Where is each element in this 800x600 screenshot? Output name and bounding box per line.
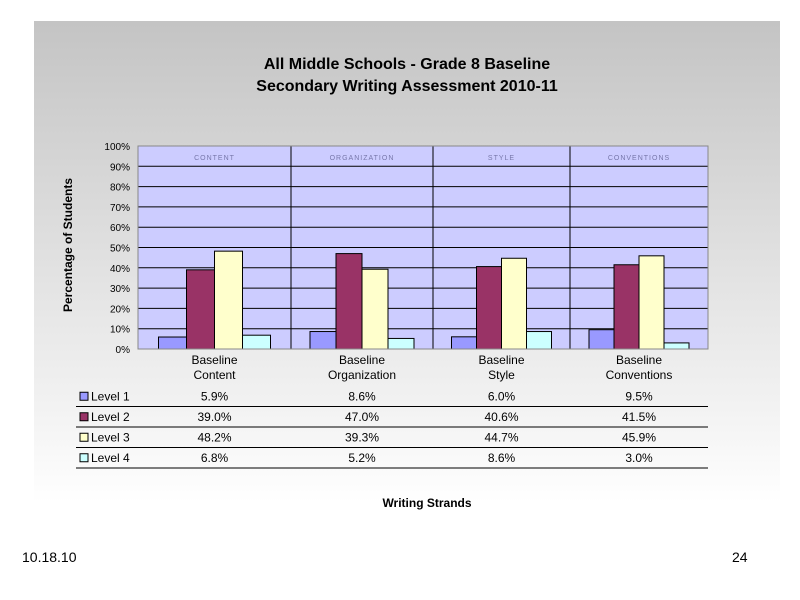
- y-tick-label: 50%: [109, 243, 130, 255]
- y-tick-label: 70%: [109, 202, 130, 214]
- bar: [336, 254, 362, 349]
- table-cell: 48.2%: [197, 430, 232, 445]
- chart-title-line-1: All Middle Schools - Grade 8 Baseline: [263, 56, 551, 73]
- table-cell: 45.9%: [621, 430, 657, 445]
- legend-swatch: [80, 413, 88, 421]
- x-axis-title: Writing Strands: [382, 496, 472, 510]
- legend-label: Level 2: [91, 409, 130, 424]
- x-category-label: Baseline: [191, 353, 238, 367]
- bar: [215, 251, 243, 349]
- bar: [362, 269, 388, 349]
- x-category-label: Baseline: [338, 353, 386, 367]
- x-category-label: Baseline: [478, 353, 525, 367]
- y-tick-label: 30%: [109, 284, 130, 296]
- x-category-label: Style: [488, 368, 515, 382]
- y-tick-label: 0%: [115, 345, 130, 356]
- legend-label: Level 3: [91, 430, 130, 445]
- legend-swatch: [80, 392, 88, 400]
- y-tick-label: 10%: [109, 324, 130, 336]
- table-cell: 3.0%: [625, 450, 653, 465]
- bar: [452, 337, 477, 349]
- bar: [502, 258, 527, 349]
- table-cell: 8.6%: [487, 450, 516, 465]
- table-cell: 41.5%: [621, 409, 657, 424]
- category-panel-label: STYLE: [487, 155, 516, 162]
- legend-swatch: [80, 454, 88, 462]
- table-cell: 8.6%: [348, 389, 376, 404]
- table-cell: 9.5%: [625, 389, 653, 404]
- bar: [527, 332, 552, 349]
- table-cell: 44.7%: [484, 430, 519, 445]
- bar: [388, 338, 414, 349]
- y-axis-title: Percentage of Students: [61, 177, 75, 313]
- legend-label: Level 4: [91, 450, 130, 465]
- bar: [639, 256, 664, 349]
- table-cell: 40.6%: [484, 409, 519, 424]
- y-tick-label: 80%: [109, 182, 130, 194]
- legend-label: Level 1: [91, 389, 130, 404]
- table-cell: 39.0%: [197, 409, 232, 424]
- y-tick-label: 90%: [109, 162, 130, 174]
- x-category-label: Baseline: [615, 353, 663, 367]
- bar: [589, 330, 614, 349]
- slide-page-number: 24: [732, 549, 748, 565]
- bar: [243, 335, 271, 349]
- y-tick-label: 40%: [109, 263, 130, 275]
- table-cell: 6.0%: [487, 389, 516, 404]
- x-category-label: Content: [193, 368, 236, 382]
- table-cell: 39.3%: [344, 430, 380, 445]
- chart-title-line-2: Secondary Writing Assessment 2010-11: [256, 78, 558, 95]
- bar: [664, 343, 689, 349]
- y-tick-label: 20%: [109, 304, 130, 316]
- table-cell: 5.9%: [200, 389, 229, 404]
- bar: [159, 337, 187, 349]
- bar: [477, 267, 502, 349]
- bar: [310, 332, 336, 349]
- x-category-label: Organization: [327, 368, 397, 382]
- slide-date: 10.18.10: [22, 549, 77, 565]
- y-tick-label: 60%: [109, 223, 130, 235]
- legend-swatch: [80, 433, 88, 441]
- category-panel-label: ORGANIZATION: [329, 155, 395, 162]
- category-panel-label: CONVENTIONS: [607, 155, 671, 162]
- y-tick-label: 100%: [104, 142, 130, 153]
- x-category-label: Conventions: [605, 368, 673, 382]
- bar: [187, 270, 215, 349]
- table-cell: 47.0%: [344, 409, 380, 424]
- category-panel-label: CONTENT: [194, 155, 235, 162]
- table-cell: 6.8%: [200, 450, 229, 465]
- table-cell: 5.2%: [348, 450, 376, 465]
- bar: [614, 265, 639, 349]
